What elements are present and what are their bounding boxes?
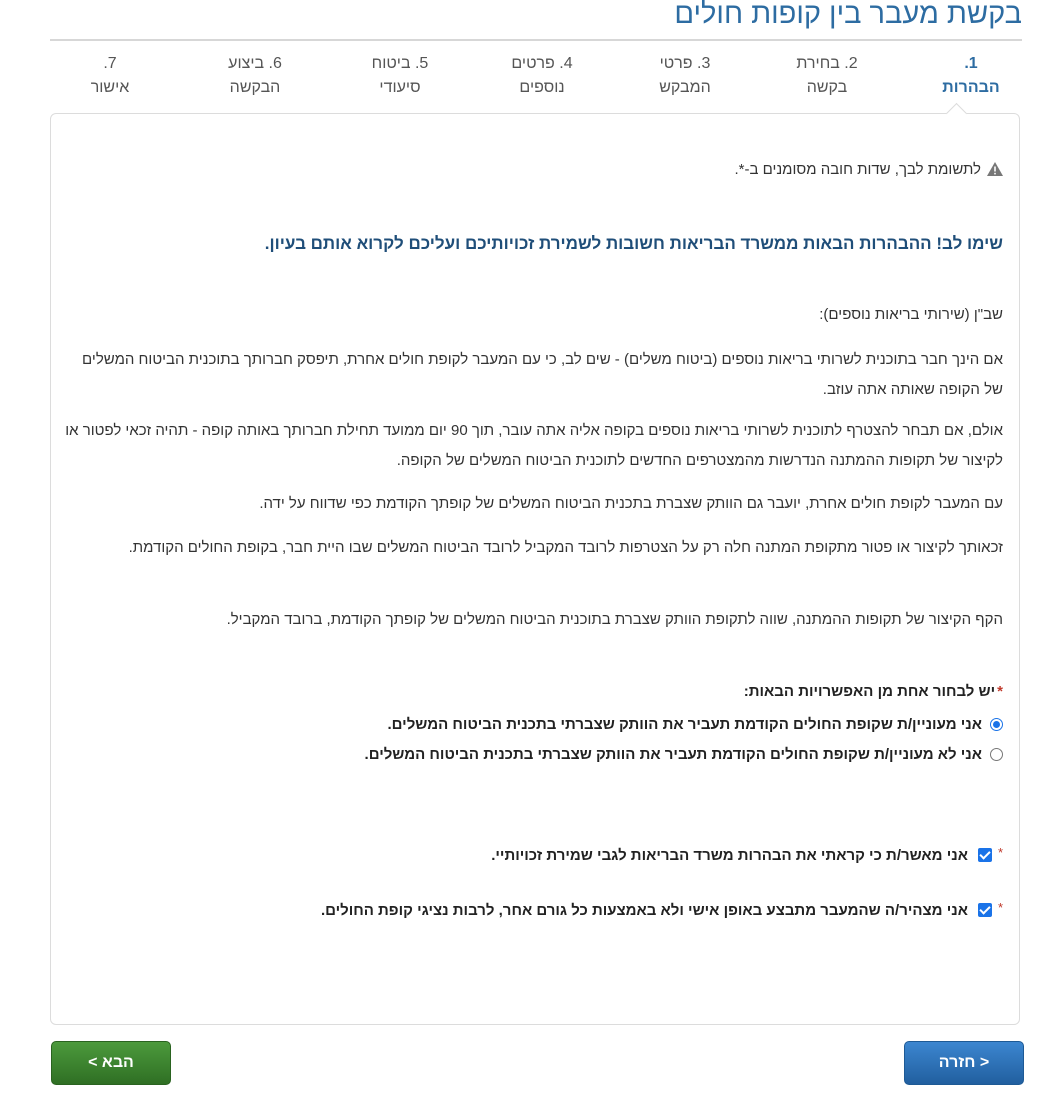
seniority-question-label — [62, 683, 1003, 700]
radio-label[interactable]: אני מעוניין/ת שקופת החולים הקודמת תעביר את הוותק שצברתי בתכנית הביטוח המשלים. — [387, 716, 982, 733]
ministry-notice: שימו לב! ההבהרות הבאות ממשרד הבריאות חשובות לשמירת זכויותיכם ועליכם לקרוא אותם בעיון. — [264, 234, 1003, 253]
radio-button-selected[interactable] — [990, 718, 1003, 731]
declare-personal-checkbox-row[interactable] — [62, 900, 1003, 919]
checkbox-checked[interactable] — [978, 903, 992, 917]
step-number: 1. — [964, 55, 978, 72]
paragraph: עם המעבר לקופת חולים אחרת, יועבר גם הוותק שצברת בתכנית הביטוח המשלים של קופתך הקודמת כפי שדווח על ידה. — [259, 495, 1003, 512]
title-divider — [50, 39, 1022, 41]
checkbox-label[interactable]: אני מאשר/ת כי קראתי את הבהרות משרד הבריאות לגבי שמירת זכויותיי. — [491, 847, 968, 864]
step-1-clarifications[interactable] — [916, 52, 1026, 100]
required-asterisk: * — [997, 845, 1003, 860]
checkbox-label[interactable]: אני מצהיר/ה שהמעבר מתבצע באופן אישי ולא באמצעות כל גורם אחר, לרבות נציגי קופת החולים. — [320, 902, 968, 919]
step-number: 6. ביצוע — [228, 55, 282, 72]
paragraph: הקף הקיצור של תקופות ההמתנה, שווה לתקופת הוותק שצברת בתוכנית הביטוח המשלים של קופתך הקודמת, ברובד המקביל. — [226, 611, 1003, 628]
required-note-text: לתשומת לבך, שדות חובה מסומנים ב-*. — [734, 161, 981, 178]
step-number: 7. — [103, 55, 117, 72]
step-number: 5. ביטוח — [371, 55, 429, 72]
step-label: בקשה — [806, 79, 848, 96]
step-4-more-details[interactable] — [487, 52, 597, 100]
step-label: סיעודי — [379, 79, 421, 96]
step-label: הבקשה — [229, 79, 281, 96]
step-label: נוספים — [519, 79, 565, 96]
step-number: 2. בחירת — [796, 55, 858, 72]
step-label: הבהרות — [942, 79, 1000, 96]
step-6-submit-request[interactable] — [200, 52, 310, 100]
confirm-read-checkbox-row[interactable] — [62, 845, 1003, 864]
step-5-nursing-insurance[interactable] — [345, 52, 455, 100]
step-number: 4. פרטים — [511, 55, 573, 72]
paragraph: אם הינך חבר בתוכנית לשרותי בריאות נוספים (ביטוח משלים) - שים לב, כי עם המעבר לקופת חולים אחרת, תיפסק חברותך בתוכנית הביטוח המשלים של הקופה שאותה אתה עוזב. — [82, 351, 1003, 398]
step-label: המבקש — [659, 79, 711, 96]
radio-label[interactable]: אני לא מעוניין/ת שקופת החולים הקודמת תעביר את הוותק שצברתי בתכנית הביטוח המשלים. — [364, 746, 982, 763]
question-text: יש לבחור אחת מן האפשרויות הבאות: — [743, 683, 996, 700]
radio-option-no-transfer[interactable] — [62, 746, 1003, 763]
radio-option-transfer[interactable] — [62, 716, 1003, 733]
step-2-request-choice[interactable] — [772, 52, 882, 100]
next-button[interactable]: הבא > — [51, 1041, 171, 1085]
step-3-applicant-details[interactable] — [630, 52, 740, 100]
paragraph-title: שב"ן (שירותי בריאות נוספים): — [819, 306, 1003, 323]
required-fields-note — [62, 161, 1003, 178]
required-asterisk: * — [997, 900, 1003, 915]
page-title: בקשת מעבר בין קופות חולים — [674, 0, 1022, 30]
step-7-confirmation[interactable] — [55, 52, 165, 100]
checkbox-checked[interactable] — [978, 848, 992, 862]
radio-button[interactable] — [990, 748, 1003, 761]
wizard-steps — [50, 52, 1022, 110]
paragraph: אולם, אם תבחר להצטרף לתוכנית לשרותי בריאות נוספים בקופה אליה אתה עובר, תוך 90 יום ממועד תחילת חברותך באותה קופה - תהיה זכאי לפטור או לקיצור של תקופות ההמתנה הנדרשות מהמצטרפים החדשים לתוכנית הביטוח המשלים של הקופה. — [65, 422, 1003, 469]
step-label: אישור — [90, 79, 130, 96]
paragraph: זכאותך לקיצור או פטור מתקופת המתנה חלה רק על הצטרפות לרובד המקביל לרובד הביטוח המשלים שבו היית חבר, בקופת החולים הקודמת. — [128, 539, 1003, 556]
required-asterisk: * — [997, 683, 1003, 700]
step-number: 3. פרטי — [659, 55, 711, 72]
back-button[interactable]: < חזרה — [904, 1041, 1024, 1085]
warning-icon — [987, 162, 1003, 176]
